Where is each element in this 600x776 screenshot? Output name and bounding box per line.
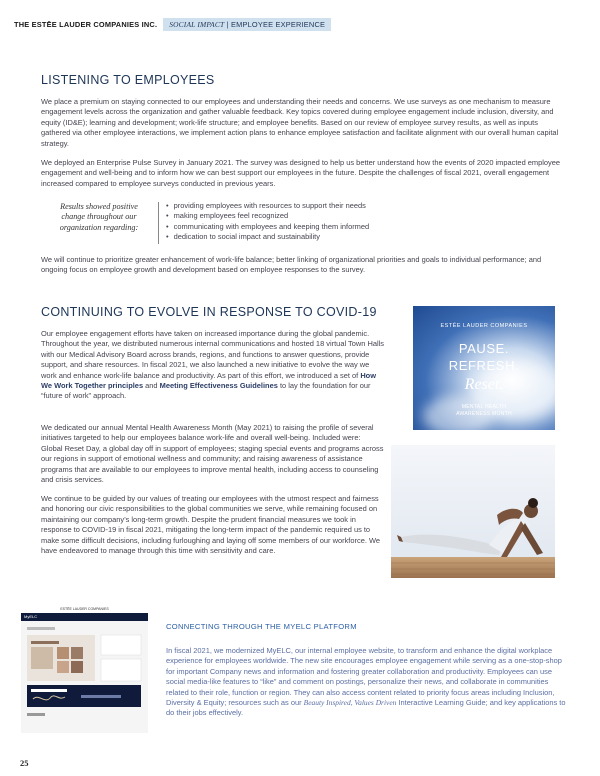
promo-refresh: REFRESH. (448, 358, 520, 373)
subsection-name: | EMPLOYEE EXPERIENCE (226, 19, 326, 29)
listening-paragraph-3: We will continue to prioritize greater enhancement of work-life balance; better linking of organizational priorities and goals to individual performance; and ongoing focus on employee growth and development based on employee responses to the survey. (41, 255, 542, 275)
promo-caption-line: AWARENESS MONTH (456, 410, 512, 417)
covid-paragraph-3: We continue to be guided by our values of treating our employees with the utmost respect and fairness and honoring our civic responsibilities to the global communities we serve, while remaining focused on maintaining our company’s long-term growth. Despite the prudent financial measures we took in response to COVID-19 in fiscal 2021, mitigating the long-term impact of the pandemic required us to make some difficult decisions, including furloughing and laying off some members of our workforce. We have endeavored to manage through this time with sensitivity and care. (41, 494, 380, 556)
results-item: • providing employees with resources to support their needs (166, 201, 369, 211)
listening-heading: LISTENING TO EMPLOYEES (41, 73, 215, 87)
covid-paragraph-1-start: Our employee engagement efforts have taken on increased importance during the global pandemic. Throughout the year, we distributed numerous internal communications and hosted 18 virtual Town Halls with our Medical Advisory Board across brands, regions, and functions to answer questions, provide support, and share resources. In fiscal 2021, we also launched a new initiative to evolve the way we work and enhance work-life balance and productivity. As part of this effort, we introduced a set of (41, 329, 385, 380)
section-name: SOCIAL IMPACT (169, 19, 225, 29)
listening-paragraph-2: We deployed an Enterprise Pulse Survey in January 2021. The survey was designed to help us better understand how the events of 2020 impacted employee engagement and well-being and to inform how we can best support our employees in the future. Despite the challenges of fiscal 2021, overall engagement increased compared to employee surveys conducted in previous years. (41, 158, 561, 188)
results-item: • making employees feel recognized (166, 211, 369, 221)
company-name: THE ESTĒE LAUDER COMPANIES INC. (14, 19, 158, 29)
screen-brand-bar: ESTĒE LAUDER COMPANIES (21, 605, 148, 613)
section-tag (163, 18, 331, 31)
promo-reset: Reset. (464, 376, 504, 393)
yoga-photo (391, 445, 555, 578)
results-divider (158, 202, 159, 244)
yoga-illustration (391, 445, 555, 578)
how-we-work-together-link[interactable]: How We Work Together principles (41, 370, 377, 391)
conjunction-text: and (145, 381, 158, 391)
meeting-effectiveness-link[interactable]: Meeting Effectiveness Guidelines (159, 381, 278, 391)
myelc-text-end: Interactive Learning Guide; and key applications to do their jobs effectively. (166, 698, 566, 718)
page-number: 25 (20, 758, 29, 768)
myelc-paragraph (166, 646, 566, 719)
screen-content (21, 621, 148, 733)
covid-paragraph-1-end: to lay the foundation for our “future of work” approach. (41, 381, 371, 401)
promo-caption-line: MENTAL HEALTH (461, 404, 507, 410)
page-header (14, 16, 331, 32)
results-label: Results showed positive change throughout our organization regarding: (59, 202, 139, 232)
myelc-heading: CONNECTING THROUGH THE MYELC PLATFORM (166, 622, 357, 631)
results-item: • communicating with employees and keeping them informed (166, 222, 369, 232)
results-item: • dedication to social impact and sustainability (166, 232, 369, 242)
myelc-screenshot (21, 605, 148, 733)
results-list (166, 201, 369, 243)
myelc-italic-title: Beauty Inspired, Values Driven (303, 698, 397, 708)
covid-paragraph-2: We dedicated our annual Mental Health Awareness Month (May 2021) to raising the profile of several initiatives targeted to help our employees balance work-life and overall well-being. Included were: Global Reset Day, a global day off in support of employees; staging special events and programs across our regions in support of emotional wellness and community; and raising awareness of assistance programs that are available to our employees to improve mental health, including access to counseling and crisis services. (41, 423, 384, 485)
promo-brand: ESTĒE LAUDER COMPANIES (440, 323, 528, 329)
myelc-text-start: In fiscal 2021, we modernized MyELC, our internal employee website, to transform and enhance the digital workplace experience for employees worldwide. The new site encourages employee engagement while serving as a one-stop-shop for important Company news and information and fostering greater collaboration and productivity. Employees can use social media-like features to “like” and comment on postings, personalize their news, and collaborate in communities related to their role, function or region. They can also access content related to priority focus areas including Inclusion, Diversity & Equity; resources such as our (166, 646, 562, 708)
promo-caption (413, 404, 555, 417)
mental-health-promo-image (413, 306, 555, 430)
screen-nav-bar: MyELC (21, 613, 148, 621)
covid-paragraph-1 (41, 329, 384, 402)
covid-heading: CONTINUING TO EVOLVE IN RESPONSE TO COVID-19 (41, 305, 377, 319)
listening-paragraph-1: We place a premium on staying connected to our employees and understanding their needs and concerns. We use surveys as one mechanism to measure engagement levels across the organization and gather valuable feedback. Key topics covered during employee engagement include inclusion, diversity, and equity (ID&E); learning and development; work-life structure; and employee benefits. Based on our review of employee survey results, as well as inputs gathered via other employee interactions, we implement action plans to enhance employee satisfaction and facilitate alignment with our overall human capital strategy. (41, 97, 559, 148)
promo-pause: PAUSE. (458, 341, 510, 356)
